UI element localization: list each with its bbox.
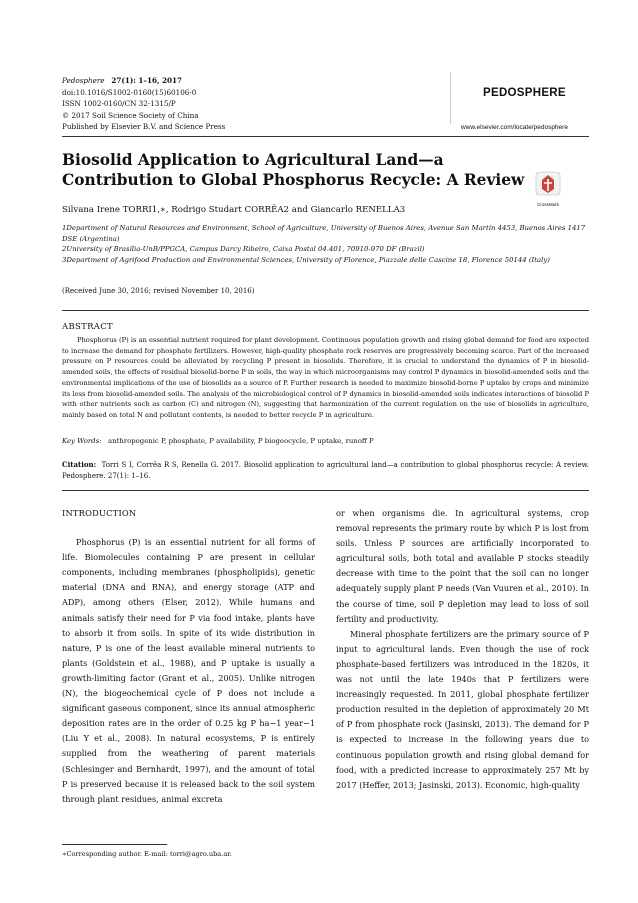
crossmark-icon <box>533 171 563 197</box>
author-list: Silvana Irene TORRI1,∗, Rodrigo Studart CORRÊA2 and Giancarlo RENELLA3 <box>62 205 406 215</box>
paragraph: Phosphorus (P) is an essential nutrient for all forms of life. Biomolecules containing P are present in cellular components, including membranes (phospholipids), genetic material (DNA and RNA), and energy storage (ATP and ADP), among others (Elser, 2012). While humans and animals satisfy their need for P via food intake, plants have to absorb it from soils. In spite of its wide distribution in nature, P is one of the least available mineral nutrients to plants (Goldstein et al., 1988), and P uptake is usually a growth-limiting factor (Grant et al., 2005). Unlike nitrogen (N), the biogeochemical cycle of P does not include a significant gaseous component, since its annual atmospheric deposition rates are in the order of 0.25 kg P ha−1 year−1 (Liu Y et al., 2008). In natural ecosystems, P is entirely supplied from the weathering of parent materials (Schlesinger and Bernhardt, 1997), and the amount of total P is preserved because it is released back to the soil system through plant residues, animal excreta <box>62 537 315 804</box>
abstract-top-divider <box>62 310 589 311</box>
citation-text: Torri S I, Corrêa R S, Renella G. 2017. Biosolid application to agricultural land—a contribution to global phosphorus recycle: A review. Pedosphere. 27(1): 1–16. <box>62 461 589 480</box>
body-top-divider <box>62 490 589 491</box>
header-divider <box>62 136 589 137</box>
keywords <box>62 437 374 445</box>
doi[interactable]: doi:10.1016/S1002-0160(15)60106-0 <box>62 87 197 97</box>
affiliations <box>62 223 589 266</box>
section-heading-introduction: INTRODUCTION <box>62 508 137 518</box>
copyright: © 2017 Soil Science Society of China <box>62 110 199 120</box>
article-title: Biosolid Application to Agricultural Land—a Contribution to Global Phosphorus Recycle: A Review <box>62 151 525 189</box>
journal-metadata <box>62 75 225 133</box>
citation-label: Citation: <box>62 460 97 469</box>
citation <box>62 459 589 482</box>
body-right-column <box>336 506 589 793</box>
corresponding-author-footnote: ∗Corresponding author. E-mail: torri@agro.uba.ar. <box>62 850 232 858</box>
keywords-list: anthropogenic P, phosphate, P availability, P biogeocycle, P uptake, runoff P <box>108 437 374 445</box>
keywords-label: Key Words: <box>62 437 102 445</box>
footnote-divider <box>62 844 167 845</box>
journal-volume-line: Pedosphere 27(1): 1–16, 2017 <box>62 76 182 85</box>
crossmark-badge[interactable] <box>533 171 563 207</box>
issn: ISSN 1002-0160/CN 32-1315/P <box>62 99 176 109</box>
abstract-text: Phosphorus (P) is an essential nutrient required for plant development. Continuous population growth and rising global demand for food are expected to increase the demand for phosphate fertilizers. However, high-quality phosphate rock reserves are progressively becoming scarce. Part of the increased pressure on P resources could be alleviated by recycling P present in biosolids. Therefore, it is crucial to understand the dynamics of P in biosolid-amended soils, the effects of residual biosolid-borne P in soils, the way in which microorganisms may control P dynamics in biosolid-amended soils and the environmental implications of the use of biosolids as a source of P. Further research is needed to maximize biosolid-borne P uptake by crops and minimize its loss from biosolid-amended soils. The analysis of the microbiological control of P dynamics in biosolid-amended soils indicates interactions of biosolid P with other nutrients such as carbon (C) and nitrogen (N), suggesting that harmonization of the current regulation on the use of biosolids in agriculture, mainly based on total N and pollutant contents, is needed to better recycle P in agriculture. <box>62 336 589 419</box>
affiliation-3: 3Department of Agrifood Production and Environmental Sciences, University of Florence, Piazzale delle Cascine 18, Florence 50144 (Italy) <box>62 256 550 265</box>
journal-logo: PEDOSPHERE <box>483 87 566 99</box>
affiliation-1: 1Department of Natural Resources and Environment, School of Agriculture, University of Buenos Aires, Avenue San Martín 4453, Buenos Aires 1417 DSE (Argentina) <box>62 224 586 243</box>
received-dates: (Received June 30, 2016; revised November 10, 2016) <box>62 287 255 295</box>
publisher: Published by Elsevier B.V. and Science Press <box>62 122 226 132</box>
crossmark-label: CrossMark <box>537 202 559 207</box>
journal-url[interactable]: www.elsevier.com/locate/pedosphere <box>461 124 568 131</box>
paragraph: Mineral phosphate fertilizers are the primary source of P input to agricultural lands. Even though the use of rock phosphate-based fertilizers was introduced in the 1820s, it was not until the late 1940s that P fertilizers were increasingly requested. In 2011, global phosphate fertilizer production resulted in the depletion of approximately 20 Mt of P from phosphate rock (Jasinski, 2013). The demand for P is expected to increase in the following years due to continuous population growth and rising global demand for food, with a predicted increase to approximately 257 Mt by 2017 (Heffer, 2013; Jasinski, 2013). Economic, high-quality <box>336 628 589 790</box>
journal-logo-block <box>450 72 586 131</box>
paragraph: or when organisms die. In agricultural systems, crop removal represents the primary route by which P is lost from soils. Unless P sources are artificially incorporated to agricultural soils, both total and available P stocks steadily decrease with time to the point that the soil can no longer adequately supply plant P needs (Van Vuuren et al., 2010). In the course of time, soil P depletion may lead to loss of soil fertility and productivity. <box>336 508 589 624</box>
abstract-heading: ABSTRACT <box>62 322 113 332</box>
body-left-column <box>62 506 315 807</box>
affiliation-2: 2University of Brasília-UnB/PPGCA, Campus Darcy Ribeiro, Caixa Postal 04.401, 70910-970 DF (Brazil) <box>62 245 425 254</box>
